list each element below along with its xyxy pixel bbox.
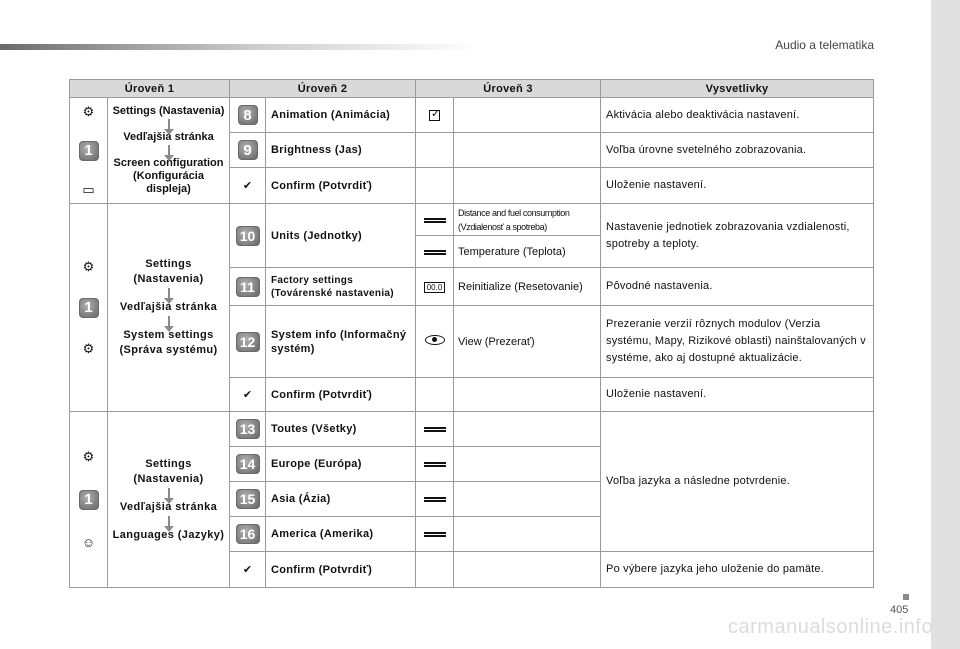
page-marker (903, 594, 909, 600)
level3-label (454, 412, 601, 447)
symbol-cell (416, 552, 454, 588)
settings-table (69, 79, 874, 588)
symbol-cell (416, 378, 454, 412)
step-cell (230, 98, 266, 133)
option-bar-icon (424, 532, 446, 537)
settings-label: Settings (Nastavenia) (133, 457, 204, 485)
step-cell (230, 204, 266, 268)
secondary-page-label: Vedľajšia stránka (119, 500, 218, 513)
level3-label (454, 517, 601, 552)
step-badge: 14 (236, 454, 260, 474)
level1-path (108, 204, 230, 412)
step-cell (230, 517, 266, 552)
symbol-cell (416, 268, 454, 306)
step-badge: 15 (236, 489, 260, 509)
system-gear-icon: ⚙ (82, 340, 95, 356)
confirm-icon-cell (230, 552, 266, 588)
level3-label: View (Prezerať) (454, 306, 601, 378)
step-cell (230, 412, 266, 447)
section-title: Audio a telematika (775, 38, 874, 52)
confirm-icon-cell (230, 168, 266, 204)
notes-text: Nastavenie jednotiek zobrazovania vzdialenosti, spotreby a teploty. (601, 204, 874, 268)
step-cell (230, 268, 266, 306)
level3-label (454, 447, 601, 482)
symbol-cell (416, 447, 454, 482)
eye-icon (425, 335, 445, 345)
down-arrow-icon (168, 316, 170, 327)
step-badge: 8 (238, 105, 258, 125)
symbol-cell (416, 482, 454, 517)
column-header-level3: Úroveň 3 (416, 80, 601, 98)
symbol-cell (416, 98, 454, 133)
level2-label: Animation (Animácia) (266, 98, 416, 133)
table-row (70, 412, 874, 447)
level1-path (108, 98, 230, 204)
notes-text: Pôvodné nastavenia. (601, 268, 874, 306)
confirm-icon-cell (230, 378, 266, 412)
down-arrow-icon (168, 119, 170, 130)
step-badge: 11 (236, 277, 260, 297)
checkmark-icon: ✔ (242, 564, 253, 576)
level2-label: Confirm (Potvrdiť) (266, 168, 416, 204)
level2-label: Confirm (Potvrdiť) (266, 378, 416, 412)
column-header-level2: Úroveň 2 (230, 80, 416, 98)
step-cell (230, 133, 266, 168)
level2-label: Toutes (Všetky) (266, 412, 416, 447)
down-arrow-icon (168, 516, 170, 527)
level2-label: Confirm (Potvrdiť) (266, 552, 416, 588)
symbol-cell (416, 204, 454, 236)
settings-label: Settings (Nastavenia) (112, 105, 225, 117)
submenu-label: System settings (Správa systému) (119, 329, 218, 356)
notes-text: Uloženie nastavení. (601, 168, 874, 204)
level3-label: Reinitialize (Resetovanie) (454, 268, 601, 306)
secondary-page-label: Vedľajšia stránka (123, 131, 214, 143)
level1-icon-cell (70, 98, 108, 204)
symbol-cell (416, 236, 454, 268)
notes-text: Aktivácia alebo deaktivácia nastavení. (601, 98, 874, 133)
table-row (70, 204, 874, 236)
symbol-cell (416, 412, 454, 447)
symbol-cell (416, 168, 454, 204)
watermark: carmanualsonline.info (728, 616, 934, 638)
step-badge: 1 (79, 298, 99, 318)
level3-label (454, 378, 601, 412)
down-arrow-icon (168, 145, 170, 156)
level3-label (454, 133, 601, 168)
step-cell (230, 447, 266, 482)
step-badge: 1 (79, 490, 99, 510)
step-badge: 16 (236, 524, 260, 544)
step-badge: 12 (236, 332, 260, 352)
symbol-cell (416, 517, 454, 552)
option-bar-icon (424, 250, 446, 255)
level3-label (454, 98, 601, 133)
table-header-row (70, 80, 874, 98)
submenu-label: Languages (Jazyky) (112, 528, 225, 541)
step-badge: 9 (238, 140, 258, 160)
checkbox-icon (429, 110, 440, 121)
checkmark-icon: ✔ (242, 180, 253, 192)
checkmark-icon: ✔ (242, 389, 253, 401)
right-margin-bar (931, 0, 960, 649)
level2-label: System info (Informačný systém) (266, 306, 416, 378)
level2-label: Factory settings (Továrenské nastavenia) (266, 268, 416, 306)
level3-label (454, 168, 601, 204)
monitor-icon: ▭ (82, 181, 95, 197)
header-gradient-rule (0, 44, 480, 50)
notes-text: Uloženie nastavení. (601, 378, 874, 412)
level2-label: Brightness (Jas) (266, 133, 416, 168)
option-bar-icon (424, 462, 446, 467)
level1-path (108, 412, 230, 588)
reset-counter-icon: 00.0 (424, 282, 446, 293)
level2-label: Units (Jednotky) (266, 204, 416, 268)
option-bar-icon (424, 427, 446, 432)
level2-label: America (Amerika) (266, 517, 416, 552)
step-cell (230, 306, 266, 378)
page-number: 405 (890, 604, 909, 616)
notes-text: Voľba jazyka a následne potvrdenie. (601, 412, 874, 552)
notes-text: Voľba úrovne svetelného zobrazovania. (601, 133, 874, 168)
step-badge: 13 (236, 419, 260, 439)
notes-text: Prezeranie verzií rôznych modulov (Verzia systému, Mapy, Rizikové oblasti) nainštalovaných v systéme, ako aj dostupné aktualizácie. (601, 306, 874, 378)
symbol-cell (416, 133, 454, 168)
level3-label (454, 552, 601, 588)
option-bar-icon (424, 218, 446, 223)
step-badge: 10 (236, 226, 260, 246)
level2-label: Asia (Ázia) (266, 482, 416, 517)
option-bar-icon (424, 497, 446, 502)
level3-label: Distance and fuel consumption (Vzdialenosť a spotreba) (454, 204, 601, 236)
step-cell (230, 482, 266, 517)
notes-text: Po výbere jazyka jeho uloženie do pamäte. (601, 552, 874, 588)
secondary-page-label: Vedľajšia stránka (119, 301, 218, 313)
down-arrow-icon (168, 288, 170, 299)
submenu-label: Screen configuration (Konfigurácia displeja) (113, 157, 224, 195)
level1-icon-cell (70, 204, 108, 412)
column-header-notes: Vysvetlivky (601, 80, 874, 98)
gear-icon: ⚙ (82, 448, 95, 464)
column-header-level1: Úroveň 1 (70, 80, 230, 98)
table-row (70, 98, 874, 133)
level3-label (454, 482, 601, 517)
gear-icon: ⚙ (82, 258, 95, 274)
down-arrow-icon (168, 488, 170, 499)
language-icon: ☺ (81, 534, 96, 550)
gear-icon: ⚙ (82, 103, 95, 119)
settings-label: Settings (Nastavenia) (133, 258, 204, 285)
level1-icon-cell (70, 412, 108, 588)
level2-label: Europe (Európa) (266, 447, 416, 482)
level3-label: Temperature (Teplota) (454, 236, 601, 268)
symbol-cell (416, 306, 454, 378)
step-badge: 1 (79, 141, 99, 161)
